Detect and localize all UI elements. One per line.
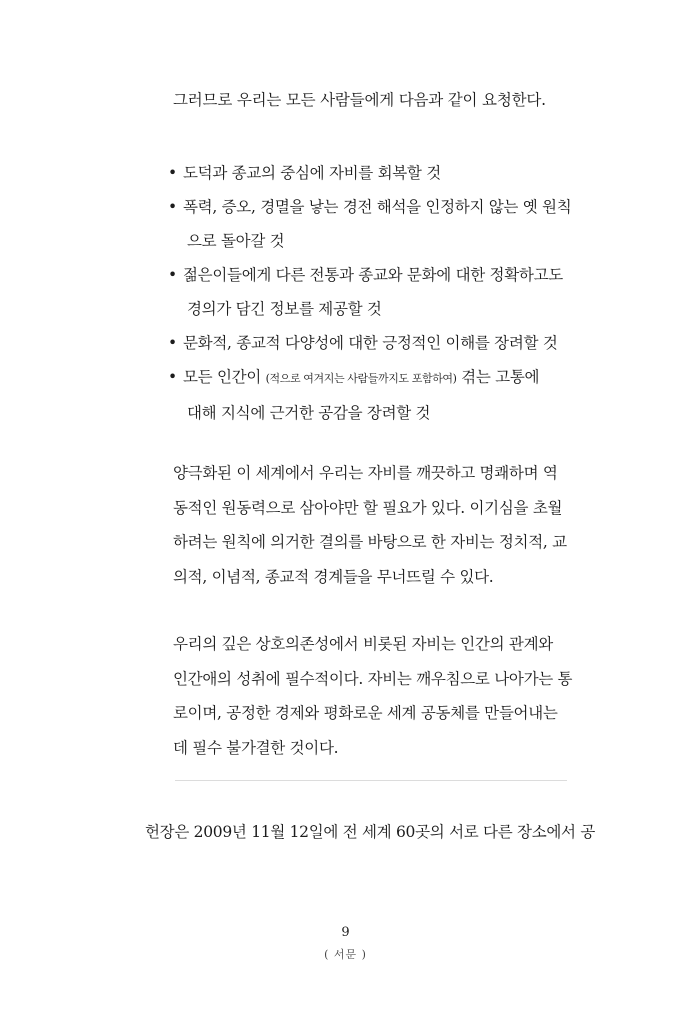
paragraph-interdependence	[173, 627, 593, 765]
list-item-continuation: 으로 돌아갈 것	[187, 232, 285, 250]
text-line: 하려는 원칙에 의거한 결의를 바탕으로 한 자비는 정치적, 교	[173, 533, 567, 551]
request-list	[168, 156, 598, 430]
bullet-icon: •	[168, 164, 177, 182]
text-line: 인간애의 성취에 필수적이다. 자비는 깨우침으로 나아가는 통	[173, 669, 573, 688]
bullet-icon: •	[168, 266, 177, 284]
section-divider	[175, 780, 567, 781]
text-line: 데 필수 불가결한 것이다.	[173, 738, 339, 757]
following-paragraph-start: 헌장은 2009년 11월 12일에 전 세계 60곳의 서로 다른 장소에서 공	[145, 823, 596, 841]
parenthetical-note: (적으로 여겨지는 사람들까지도 포함하여)	[265, 372, 457, 385]
bullet-icon: •	[168, 334, 177, 352]
list-item: • 도덕과 종교의 중심에 자비를 회복할 것	[168, 156, 598, 190]
text-line: 의적, 이념적, 종교적 경계들을 무너뜨릴 수 있다.	[173, 567, 494, 586]
page-number: 9	[341, 925, 350, 940]
section-label: ( 서문 )	[324, 948, 367, 961]
list-item-continuation: 대해 지식에 근거한 공감을 장려할 것	[187, 404, 431, 422]
list-item: • 젊은이들에게 다른 전통과 종교와 문화에 대한 정확하고도	[168, 258, 598, 292]
text-line: 우리의 깊은 상호의존성에서 비롯된 자비는 인간의 관계와	[173, 635, 553, 653]
text-line: 로이며, 공정한 경제와 평화로운 세계 공동체를 만들어내는	[173, 704, 558, 722]
paragraph-polarized-world	[173, 456, 593, 594]
list-item: • 문화적, 종교적 다양성에 대한 긍정적인 이해를 장려할 것	[168, 326, 598, 360]
intro-sentence: 그러므로 우리는 모든 사람들에게 다음과 같이 요청한다.	[173, 91, 546, 109]
text-line: 양극화된 이 세계에서 우리는 자비를 깨끗하고 명쾌하며 역	[173, 464, 558, 482]
bullet-icon: •	[168, 198, 177, 216]
list-item: • 폭력, 증오, 경멸을 낳는 경전 해석을 인정하지 않는 옛 원칙	[168, 190, 598, 224]
bullet-icon: •	[168, 368, 177, 386]
text-line: 동적인 원동력으로 삼아야만 할 필요가 있다. 이기심을 초월	[173, 498, 563, 517]
list-item-continuation: 경의가 담긴 정보를 제공할 것	[187, 300, 382, 318]
list-item: • 모든 인간이 (적으로 여겨지는 사람들까지도 포함하여) 겪는 고통에	[168, 360, 598, 396]
